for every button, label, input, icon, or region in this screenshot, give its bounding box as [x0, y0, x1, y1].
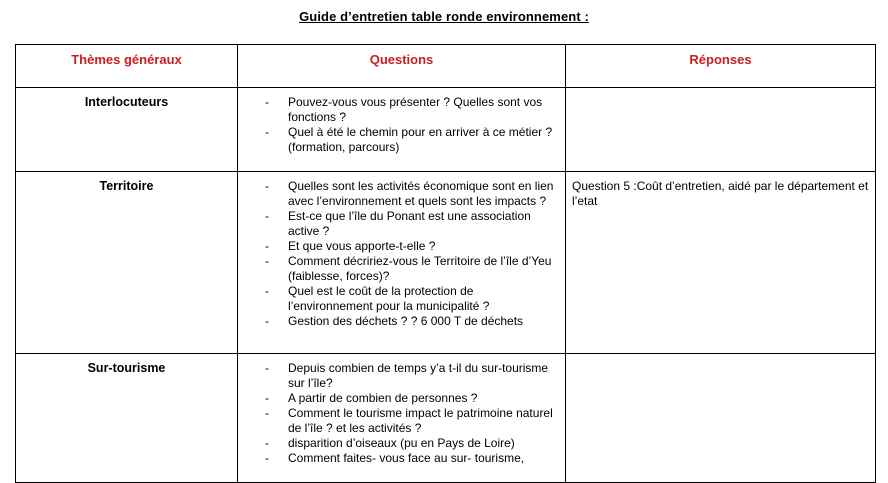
table-header-row	[16, 45, 876, 88]
bullet-dash: -	[265, 239, 269, 253]
document-title: Guide d’entretien table ronde environnement :	[299, 9, 589, 24]
question-text: Et que vous apporte-t-elle ?	[288, 239, 436, 253]
question-text: Est-ce que l’île du Ponant est une association active ?	[288, 209, 531, 238]
question-text: Pouvez-vous vous présenter ? Quelles sont vos fonctions ?	[288, 95, 543, 124]
questions-cell	[238, 354, 566, 483]
bullet-dash: -	[265, 179, 269, 193]
bullet-dash: -	[265, 391, 269, 405]
question-item	[238, 209, 565, 239]
question-item	[238, 95, 565, 125]
question-item	[238, 125, 565, 155]
interview-guide-table	[15, 44, 876, 483]
bullet-dash: -	[265, 125, 269, 139]
answer-cell[interactable]: Question 5 :Coût d’entretien, aidé par le département et l’etat	[566, 172, 876, 354]
question-text: A partir de combien de personnes ?	[288, 391, 478, 405]
question-text: Comment décririez-vous le Territoire de l’île d’Yeu (faiblesse, forces)?	[288, 254, 552, 283]
theme-cell: Territoire	[16, 172, 238, 354]
table-row	[16, 354, 876, 483]
question-list	[238, 95, 565, 155]
question-item	[238, 179, 565, 209]
question-item	[238, 254, 565, 284]
question-item	[238, 361, 565, 391]
bullet-dash: -	[265, 361, 269, 375]
answer-cell[interactable]	[566, 354, 876, 483]
question-item	[238, 406, 565, 436]
bullet-dash: -	[265, 209, 269, 223]
bullet-dash: -	[265, 254, 269, 268]
question-item	[238, 314, 565, 329]
question-text: Comment faites- vous face au sur- tourisme,	[288, 451, 525, 465]
questions-cell	[238, 88, 566, 172]
theme-cell: Sur-tourisme	[16, 354, 238, 483]
question-text: disparition d’oiseaux (pu en Pays de Loire)	[288, 436, 515, 450]
bullet-dash: -	[265, 284, 269, 298]
bullet-dash: -	[265, 451, 269, 465]
question-text: Quel est le coût de la protection de l’environnement pour la municipalité ?	[288, 284, 490, 313]
question-item	[238, 284, 565, 314]
bullet-dash: -	[265, 436, 269, 450]
table-row	[16, 172, 876, 354]
answer-cell[interactable]	[566, 88, 876, 172]
question-text: Quelles sont les activités économique sont en lien avec l’environnement et quels sont les impacts ?	[288, 179, 554, 208]
question-list	[238, 179, 565, 329]
questions-cell	[238, 172, 566, 354]
question-item	[238, 239, 565, 254]
table-row	[16, 88, 876, 172]
question-list	[238, 361, 565, 466]
bullet-dash: -	[265, 314, 269, 328]
question-text: Comment le tourisme impact le patrimoine naturel de l’île ? et les activités ?	[288, 406, 553, 435]
header-themes: Thèmes généraux	[16, 45, 238, 88]
theme-cell: Interlocuteurs	[16, 88, 238, 172]
header-responses: Réponses	[566, 45, 876, 88]
header-questions: Questions	[238, 45, 566, 88]
question-text: Quel à été le chemin pour en arriver à ce métier ? (formation, parcours)	[288, 125, 553, 154]
question-text: Depuis combien de temps y’a t-il du sur-tourisme sur l’île?	[288, 361, 549, 390]
bullet-dash: -	[265, 406, 269, 420]
bullet-dash: -	[265, 95, 269, 109]
question-item	[238, 451, 565, 466]
question-item	[238, 391, 565, 406]
question-item	[238, 436, 565, 451]
question-text: Gestion des déchets ? ? 6 000 T de déchets	[288, 314, 524, 328]
